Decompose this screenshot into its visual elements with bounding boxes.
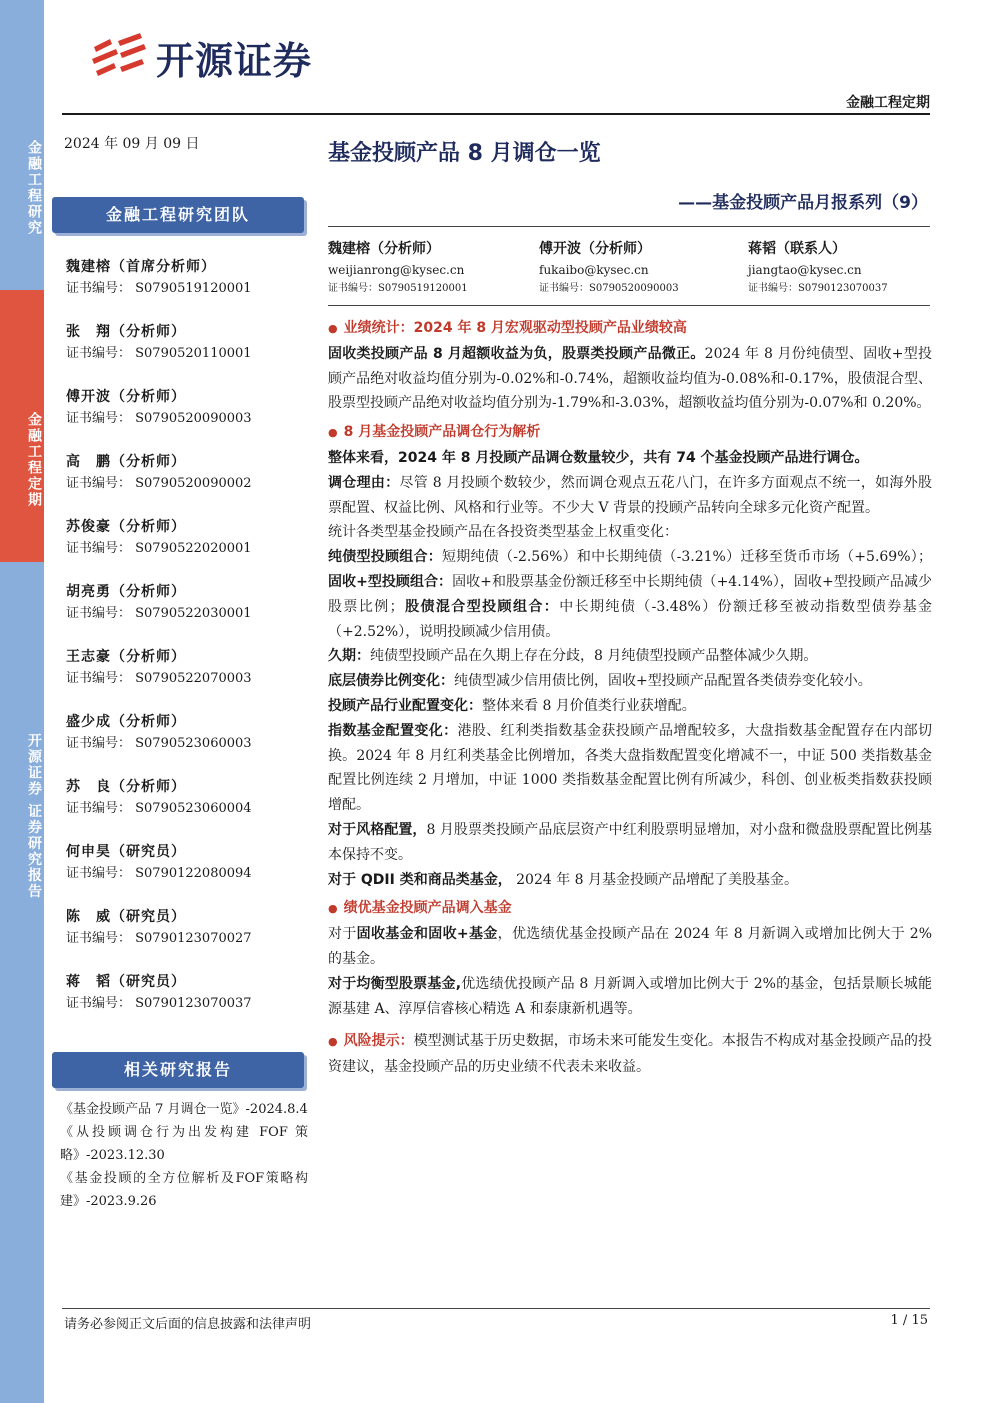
analyst-entry xyxy=(66,581,306,646)
paragraph-text: 模型测试基于历史数据，市场未来可能发生变化。本报告不构成对基金投顾产品的投资建议，基金投顾产品的历史业绩不代表未来收益。 xyxy=(328,1033,932,1076)
analyst-cert: 证书编号： S0790122080094 xyxy=(66,866,252,881)
author-email[interactable]: fukaibo@kysec.cn xyxy=(539,263,649,277)
analyst-entry xyxy=(66,646,306,711)
paragraph-text: 整体来看 8 月价值类行业获增配。 xyxy=(482,697,696,714)
risk-paragraph xyxy=(328,1029,932,1080)
section-heading: ● 绩优基金投顾产品调入基金 xyxy=(328,896,932,922)
side-label-research: 金融工程研究 xyxy=(26,140,42,236)
side-label-periodic: 金融工程定期 xyxy=(0,290,44,562)
analyst-name: 盛少成（分析师） xyxy=(66,714,186,730)
author-email[interactable]: weijianrong@kysec.cn xyxy=(328,263,465,277)
paragraph-text: 优选绩优投顾产品 8 月新调入或增加比例大于 2%的基金，包括景顺长城能源基建 A、淳厚信睿核心精选 A 和泰康新机遇等。 xyxy=(328,975,932,1017)
paragraph-text: 短期纯债（-2.56%）和中长期纯债（-3.21%）迁移至货币市场（+5.69%）； xyxy=(441,549,933,566)
bold-label: 固收+型投顾组合： xyxy=(328,573,453,590)
analyst-entry xyxy=(66,451,306,516)
analyst-name: 张 翔（分析师） xyxy=(66,324,186,340)
page-title: 基金投顾产品 8 月调仓一览 xyxy=(328,141,601,166)
paragraph xyxy=(328,669,932,694)
analyst-name: 苏 良（分析师） xyxy=(66,779,186,795)
company-logo xyxy=(88,28,312,86)
paragraph: 统计各类型基金投顾产品在各投资类型基金上权重变化： xyxy=(328,524,678,541)
author-cert: 证书编号：S0790123070037 xyxy=(748,283,888,294)
risk-heading: ● 风险提示： xyxy=(328,1033,414,1049)
bold-label: 对于 QDII 类和商品类基金， xyxy=(328,871,512,888)
analyst-entry xyxy=(66,516,306,581)
bold-label: 股债混合型投顾组合： xyxy=(403,598,560,615)
bold-lead: 固收类投顾产品 8 月超额收益为负，股票类投顾产品微正。 xyxy=(328,345,705,362)
paragraph-text: 尽管 8 月投顾个数较少，然而调仓观点五花八门，在许多方面观点不统一，如海外股票配置、权益比例、风格和行业等。不少大 V 背景的投顾产品转向全球多元化资产配置。 xyxy=(328,474,932,516)
paragraph-text: 港股、红利类指数基金获投顾产品增配较多，大盘指数基金配置存在内部切换。2024 年 8 月红利类基金比例增加，各类大盘指数配置变化增减不一，中证 500 类指数基金配置比例连续 2 月增加，中证 1000 类指数基金配置比例有所减少，科创、创业板类指数获投顾增配。 xyxy=(328,722,933,814)
analyst-entry xyxy=(66,711,306,776)
paragraph-text: 8 月股票类投顾产品底层资产中红利股票明显增加，对小盘和微盘股票配置比例基本保持不变。 xyxy=(328,821,933,863)
section-heading: ● 8 月基金投顾产品调仓行为解析 xyxy=(328,420,932,446)
bold-label: 对于均衡型股票基金, xyxy=(328,975,462,992)
related-reports-title: 相关研究报告 xyxy=(52,1052,304,1088)
paragraph xyxy=(328,644,932,669)
analyst-name: 王志豪（分析师） xyxy=(66,649,186,665)
analyst-name: 魏建榕（首席分析师） xyxy=(66,259,216,275)
footer-divider xyxy=(62,1308,930,1309)
paragraph-text: 2024 年 8 月份纯债型、固收+型投顾产品绝对收益均值分别为-0.02%和-0.74%，超额收益均值为-0.08%和-0.17%，股债混合型、股票型投顾产品绝对收益均值分别为-1.79%和-3.03%，超额收益均值分别为-0.07%和 0.20%。 xyxy=(328,345,932,412)
team-title: 金融工程研究团队 xyxy=(52,197,304,233)
analyst-name: 苏俊豪（分析师） xyxy=(66,519,186,535)
analyst-cert: 证书编号： S0790522030001 xyxy=(66,606,252,621)
analyst-cert: 证书编号： S0790520090003 xyxy=(66,411,252,426)
analyst-entry xyxy=(66,386,306,451)
related-report-link[interactable]: 《基金投顾产品 7 月调仓一览》-2024.8.4 xyxy=(60,1102,308,1117)
analyst-cert: 证书编号： S0790123070027 xyxy=(66,931,252,946)
logo-text: 开源证券 xyxy=(156,38,313,83)
bold-label: 调仓理由： xyxy=(328,474,400,491)
analyst-cert: 证书编号： S0790520090002 xyxy=(66,476,252,491)
analyst-cert: 证书编号： S0790522070003 xyxy=(66,671,252,686)
bold-label: 指数基金配置变化： xyxy=(328,722,458,739)
author-cert: 证书编号：S0790519120001 xyxy=(328,283,468,294)
paragraph-text: 2024 年 8 月基金投顾产品增配了美股基金。 xyxy=(511,871,799,888)
paragraph xyxy=(328,719,932,818)
report-date: 2024 年 09 月 09 日 xyxy=(64,136,200,152)
author-block xyxy=(328,238,932,304)
analyst-name: 蒋 韬（研究员） xyxy=(66,974,186,990)
analyst-cert: 证书编号： S0790523060004 xyxy=(66,801,252,816)
analyst-cert: 证书编号： S0790522020001 xyxy=(66,541,252,556)
author-name: 魏建榕（分析师） xyxy=(328,241,440,257)
author-entry xyxy=(748,238,888,298)
analyst-name: 高 鹏（分析师） xyxy=(66,454,186,470)
paragraph xyxy=(328,342,932,416)
analyst-name: 何申昊（研究员） xyxy=(66,844,186,860)
analyst-entry xyxy=(66,256,306,321)
author-entry xyxy=(539,238,679,298)
analyst-entry xyxy=(66,321,306,386)
related-report-link[interactable]: 《基金投顾的全方位解析及FOF策略构建》-2023.9.26 xyxy=(60,1171,308,1209)
paragraph-text: 固收+和股票基金份额迁移至中长期纯债（+4.14%），固收+型投顾产品减少股票比例； xyxy=(328,573,932,615)
analyst-cert: 证书编号： S0790523060003 xyxy=(66,736,252,751)
paragraph-text: 对于 xyxy=(328,926,357,943)
analyst-name: 胡亮勇（分析师） xyxy=(66,584,186,600)
bold-label: 底层债券比例变化： xyxy=(328,673,454,690)
analyst-entry xyxy=(66,906,306,971)
paragraph xyxy=(328,972,932,1022)
logo-mark-icon xyxy=(88,29,148,85)
analyst-entry xyxy=(66,841,306,906)
author-entry xyxy=(328,238,468,298)
title-divider xyxy=(328,226,930,227)
side-label-report: 开源证券 证券研究报告 xyxy=(26,732,42,900)
analyst-entry xyxy=(66,971,306,1036)
bold-label: 对于风格配置， xyxy=(328,821,427,838)
analyst-cert: 证书编号： S0790520110001 xyxy=(66,346,252,361)
bold-label: 固收基金和固收+基金 xyxy=(356,926,498,943)
analyst-list xyxy=(66,256,306,1036)
section-heading: ● 业绩统计：2024 年 8 月宏观驱动型投顾产品业绩较高 xyxy=(328,316,932,342)
paragraph-text: 纯债型减少信用债比例，固收+型投顾产品配置各类债券变化较小。 xyxy=(454,673,872,690)
paragraph-text: 中长期纯债（-3.48%）份额迁移至被动指数型债券基金（+2.52%），说明投顾减少信用债。 xyxy=(328,598,933,640)
analyst-cert: 证书编号： S0790123070037 xyxy=(66,996,252,1011)
report-category: 金融工程定期 xyxy=(846,95,930,111)
page-number: 1 / 15 xyxy=(890,1313,928,1328)
paragraph xyxy=(328,545,932,644)
bold-label: 纯债型投顾组合： xyxy=(328,549,442,566)
paragraph xyxy=(328,868,932,893)
related-reports-list xyxy=(60,1098,308,1213)
paragraph-summary: 整体来看，2024 年 8 月投顾产品调仓数量较少，共有 74 个基金投顾产品进行调仓。 xyxy=(328,449,869,466)
page-subtitle: ——基金投顾产品月报系列（9） xyxy=(678,193,928,213)
bold-label: 投顾产品行业配置变化： xyxy=(328,697,482,714)
author-cert: 证书编号：S0790520090003 xyxy=(539,283,679,294)
analyst-name: 陈 威（研究员） xyxy=(66,909,186,925)
paragraph xyxy=(328,471,932,521)
related-report-link[interactable]: 《从投顾调仓行为出发构建 FOF 策略》-2023.12.30 xyxy=(60,1125,308,1163)
author-divider xyxy=(328,305,930,306)
paragraph xyxy=(328,922,932,972)
paragraph xyxy=(328,694,932,719)
bold-label: 久期： xyxy=(328,648,370,665)
paragraph-text: 纯债型投顾产品在久期上存在分歧，8 月纯债型投顾产品整体减少久期。 xyxy=(370,648,818,665)
report-body xyxy=(328,316,932,1080)
paragraph xyxy=(328,818,932,868)
footer-disclaimer: 请务必参阅正文后面的信息披露和法律声明 xyxy=(64,1317,312,1332)
analyst-name: 傅开波（分析师） xyxy=(66,389,186,405)
paragraph-text: ，优选绩优基金投顾产品在 2024 年 8 月新调入或增加比例大于 2%的基金。 xyxy=(328,926,933,967)
author-name: 蒋韬（联系人） xyxy=(748,241,846,257)
header-divider xyxy=(62,113,930,115)
author-email[interactable]: jiangtao@kysec.cn xyxy=(748,263,862,277)
analyst-cert: 证书编号： S0790519120001 xyxy=(66,281,252,296)
analyst-entry xyxy=(66,776,306,841)
side-band xyxy=(0,0,44,1403)
author-name: 傅开波（分析师） xyxy=(539,241,651,257)
